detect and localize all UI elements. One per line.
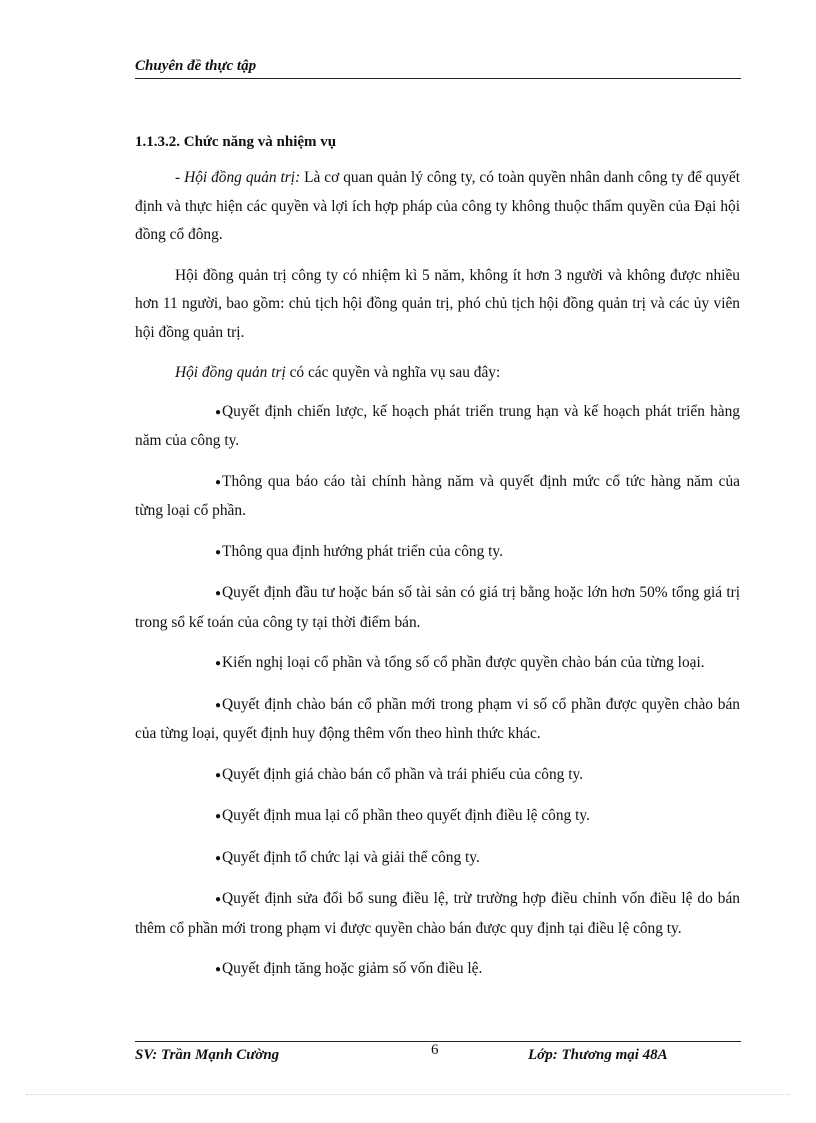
page-header bbox=[135, 56, 741, 79]
bullet-icon: ● bbox=[215, 852, 222, 864]
page-content bbox=[135, 129, 740, 997]
bullet-text: Thông qua định hướng phát triển của công ty. bbox=[222, 542, 503, 560]
bullet-text: Quyết định tăng hoặc giảm số vốn điều lệ. bbox=[222, 960, 483, 977]
page-number: 6 bbox=[431, 1042, 439, 1058]
bullet-icon: ● bbox=[215, 964, 222, 975]
rights-intro-paragraph bbox=[135, 359, 740, 388]
bullet-item bbox=[135, 761, 740, 791]
bullet-text: Quyết định chiến lược, kế hoạch phát triển trung hạn và kế hoạch phát triển hàng năm của công ty. bbox=[135, 402, 740, 449]
bullet-item bbox=[135, 802, 740, 832]
intro-paragraph bbox=[135, 164, 740, 250]
bullet-icon: ● bbox=[215, 894, 222, 905]
bullet-icon: ● bbox=[215, 658, 222, 669]
bullet-item bbox=[135, 691, 740, 749]
bullet-text: Quyết định mua lại cổ phần theo quyết định điều lệ công ty. bbox=[222, 807, 590, 824]
intro-term: Hội đồng quản trị: bbox=[184, 169, 301, 186]
page-footer bbox=[135, 1041, 741, 1072]
rights-intro-term: Hội đồng quản trị bbox=[175, 364, 286, 381]
header-title: Chuyên đề thực tập bbox=[135, 58, 257, 74]
section-heading: 1.1.3.2. Chức năng và nhiệm vụ bbox=[135, 134, 337, 150]
bullet-text: Quyết định tổ chức lại và giải thể công ty. bbox=[222, 848, 480, 866]
bullet-icon: ● bbox=[215, 546, 222, 558]
rights-intro-text: có các quyền và nghĩa vụ sau đây: bbox=[285, 364, 501, 381]
bullet-item bbox=[135, 398, 740, 456]
bullet-icon: ● bbox=[215, 811, 222, 822]
bullet-item bbox=[135, 649, 740, 679]
bullet-item bbox=[135, 538, 740, 568]
bullet-item bbox=[135, 885, 740, 943]
bullet-item bbox=[135, 955, 740, 985]
intro-text: Là cơ quan quản lý công ty, có toàn quyền nhân danh công ty để quyết định và thực hiện các quyền và lợi ích hợp pháp của công ty không thuộc thẩm quyền của Đại hội đồng cổ đông. bbox=[135, 169, 740, 243]
footer-class: Lớp: Thương mại 48A bbox=[528, 1047, 668, 1063]
bullet-icon: ● bbox=[215, 406, 222, 418]
intro-dash: - bbox=[175, 169, 181, 186]
bullet-text: Thông qua báo cáo tài chính hàng năm và quyết định mức cổ tức hàng năm của từng loại cổ phần. bbox=[135, 472, 740, 519]
bullet-item bbox=[135, 579, 740, 637]
bullet-text: Quyết định giá chào bán cổ phần và trái phiếu của công ty. bbox=[222, 765, 584, 783]
bullet-item bbox=[135, 844, 740, 874]
page-bottom-divider bbox=[26, 1094, 790, 1095]
bullet-text: Quyết định sửa đổi bổ sung điều lệ, trừ trường hợp điều chỉnh vốn điều lệ do bán thêm cổ phần mới trong phạm vi được quyền chào bán được quy định tại điều lệ công ty. bbox=[135, 890, 740, 937]
bullet-item bbox=[135, 468, 740, 526]
bullet-icon: ● bbox=[215, 699, 222, 711]
footer-student: SV: Trần Mạnh Cường bbox=[135, 1047, 280, 1063]
term-paragraph: Hội đồng quản trị công ty có nhiệm kì 5 năm, không ít hơn 3 người và không được nhiều hơn 11 người, bao gồm: chủ tịch hội đồng quản trị, phó chủ tịch hội đồng quản trị và các ủy viên hội đồng quản trị. bbox=[135, 266, 740, 341]
bullet-text: Quyết định đầu tư hoặc bán số tài sản có giá trị bằng hoặc lớn hơn 50% tổng giá trị trong sổ kế toán của công ty tại thời điểm bán. bbox=[135, 584, 740, 631]
bullet-text: Kiến nghị loại cổ phần và tổng số cổ phần được quyền chào bán của từng loại. bbox=[222, 654, 705, 671]
bullet-icon: ● bbox=[215, 476, 222, 488]
bullet-icon: ● bbox=[215, 588, 222, 599]
bullet-icon: ● bbox=[215, 769, 222, 781]
bullet-text: Quyết định chào bán cổ phần mới trong phạm vi số cổ phần được quyền chào bán của từng loại, quyết định huy động thêm vốn theo hình thức khác. bbox=[135, 695, 740, 742]
